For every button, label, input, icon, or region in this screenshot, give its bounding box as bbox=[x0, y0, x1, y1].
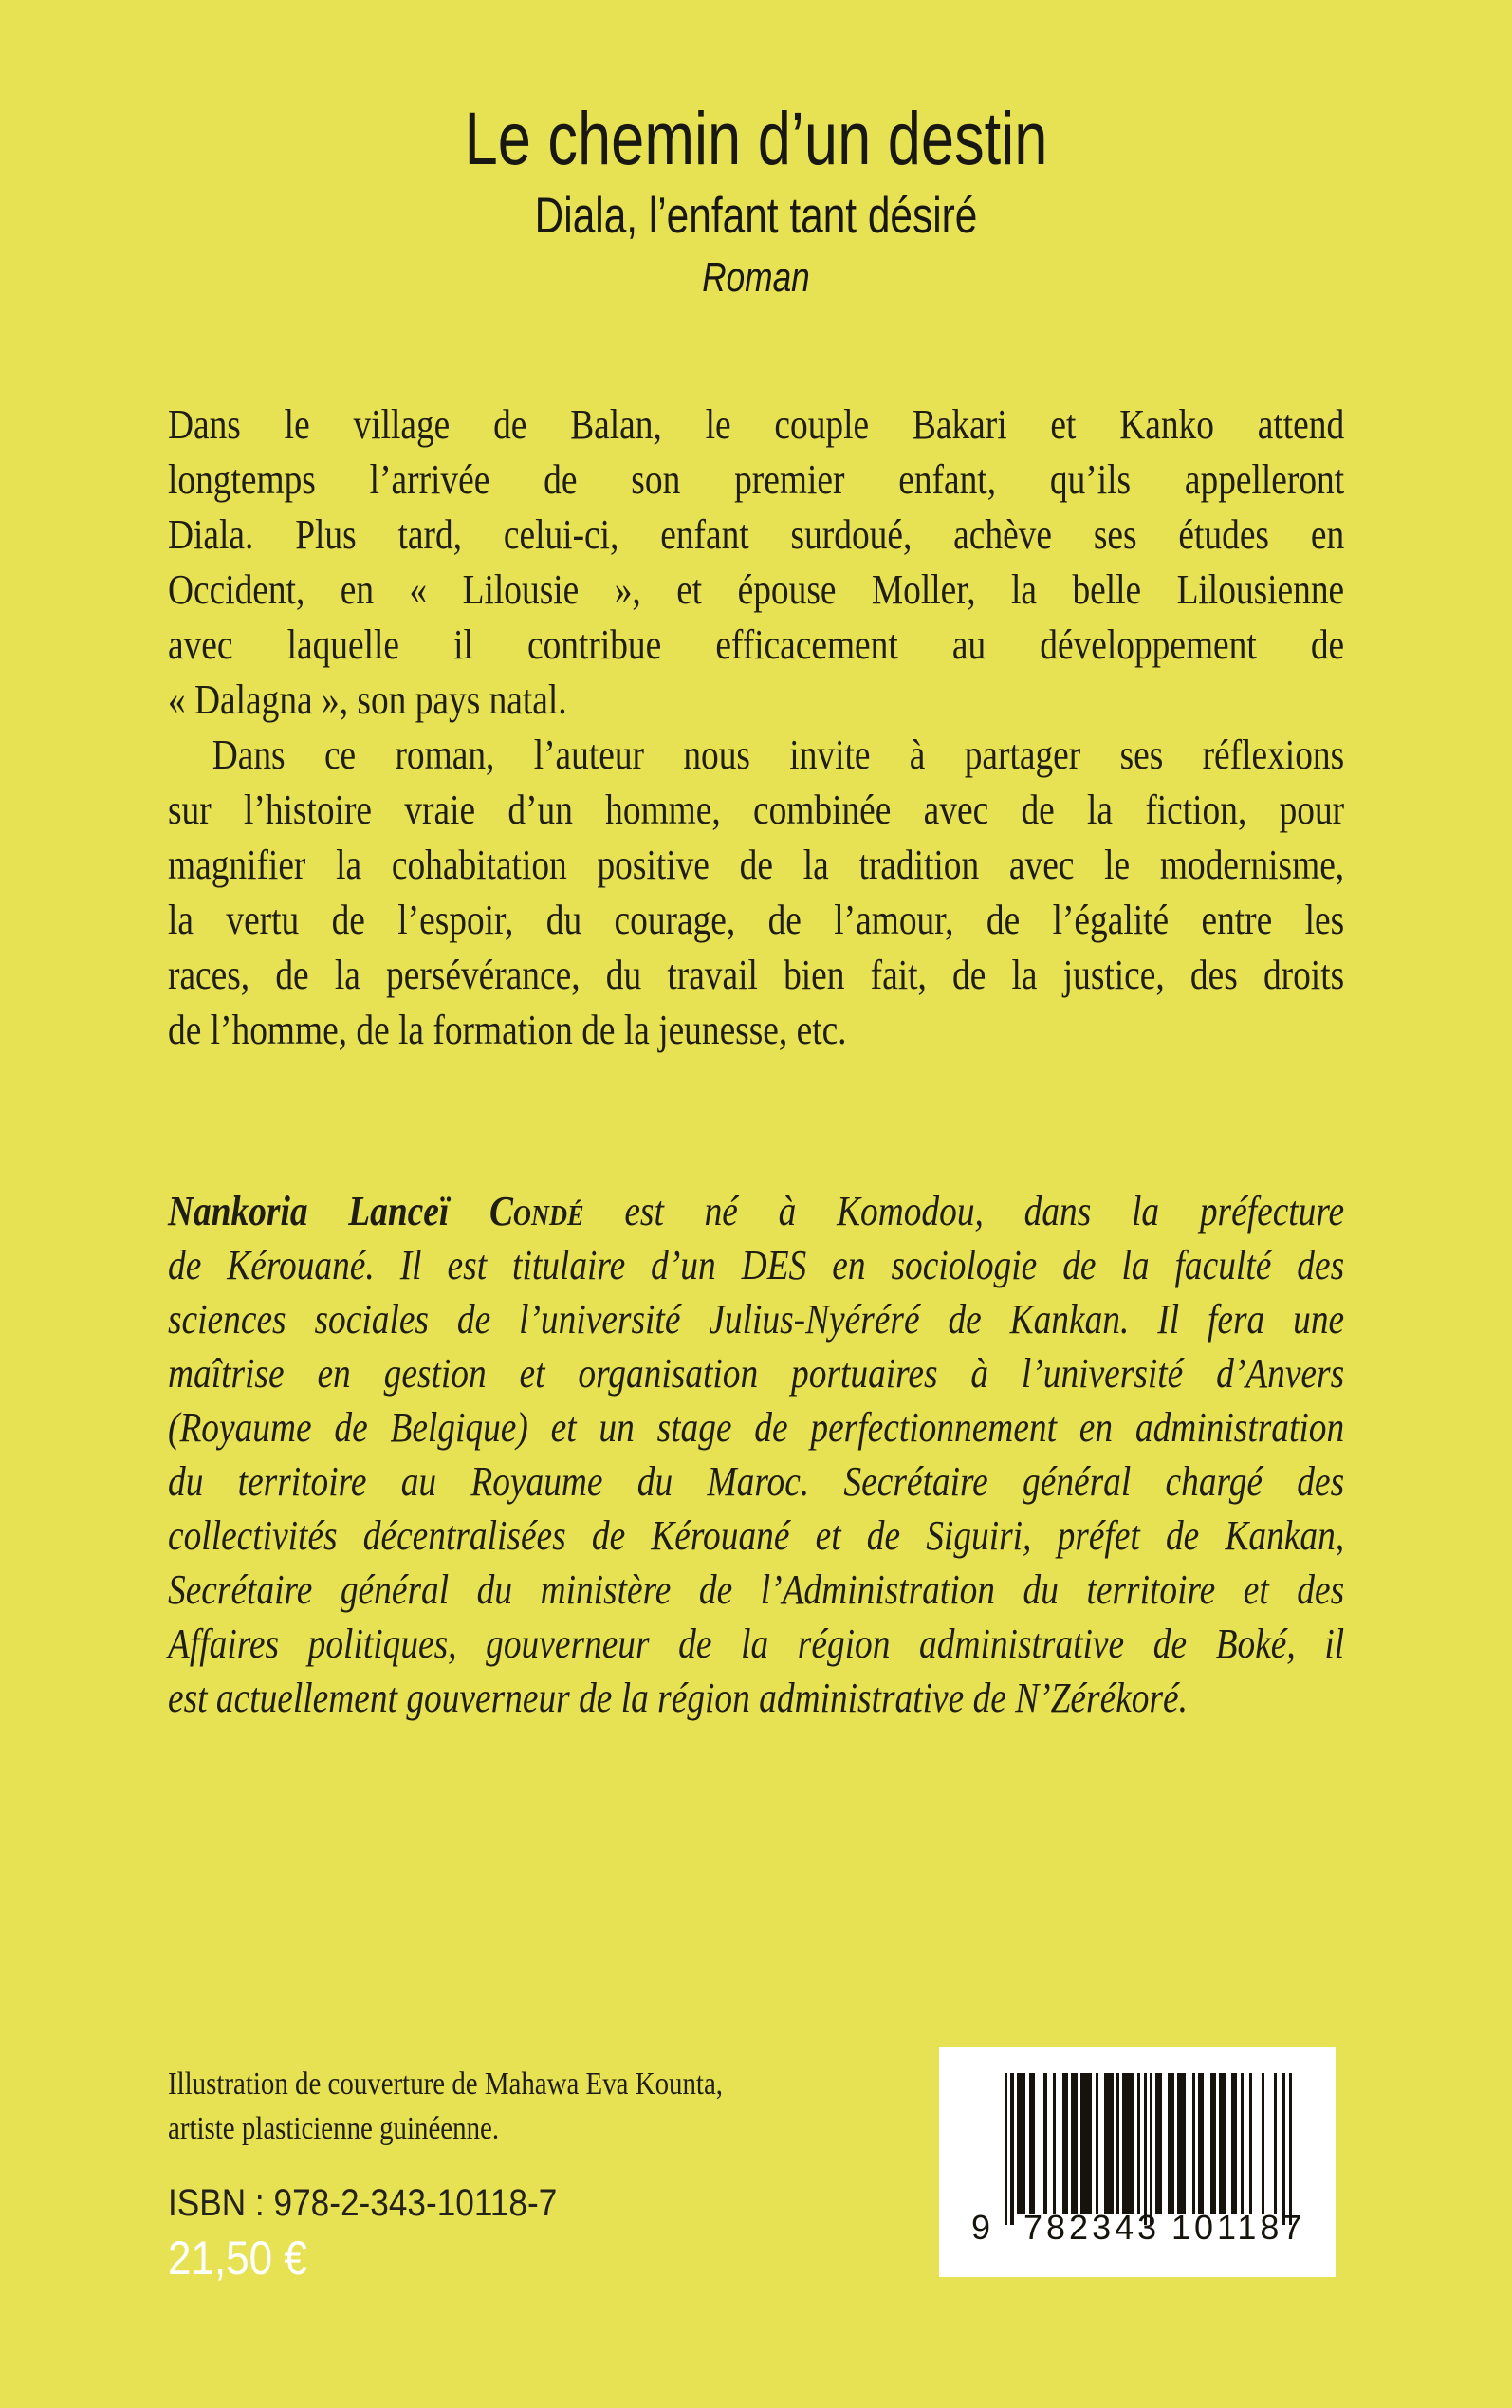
author-bio bbox=[168, 1184, 1344, 1725]
barcode-panel bbox=[939, 2047, 1336, 2277]
bio-line: Secrétaire général du ministère de l’Administration du territoire et des bbox=[168, 1566, 1345, 1613]
credit-line: Illustration de couverture de Mahawa Eva Kounta, bbox=[168, 2066, 724, 2102]
bio-line: Affaires politiques, gouverneur de la région administrative de Boké, il bbox=[168, 1621, 1345, 1667]
synopsis bbox=[168, 398, 1344, 1058]
bio-text: est né à Komodou, dans la préfecture bbox=[583, 1188, 1345, 1234]
barcode-digits-left: 782343 bbox=[1023, 2208, 1161, 2247]
title-block bbox=[151, 0, 1360, 342]
book-title: Le chemin d’un destin bbox=[464, 96, 1048, 180]
synopsis-line: la vertu de l’espoir, du courage, de l’amour, de l’égalité entre les bbox=[168, 897, 1345, 943]
author-name: Nankoria Lanceï bbox=[168, 1188, 489, 1234]
bio-line: collectivités décentralisées de Kérouané et de Siguiri, préfet de Kankan, bbox=[168, 1512, 1345, 1559]
price-label: 21,50 € bbox=[168, 2232, 307, 2285]
bio-line: de Kérouané. Il est titulaire d’un DES en sociologie de la faculté des bbox=[168, 1242, 1345, 1288]
synopsis-line: de l’homme, de la formation de la jeunesse, etc. bbox=[168, 1007, 847, 1053]
barcode-digit-first: 9 bbox=[971, 2208, 991, 2247]
isbn-label: ISBN : 978-2-343-10118-7 bbox=[168, 2182, 558, 2224]
illustration-credit bbox=[168, 2062, 974, 2151]
synopsis-line: Occident, en « Lilousie », et épouse Moller, la belle Lilousienne bbox=[168, 566, 1345, 613]
bio-line: du territoire au Royaume du Maroc. Secrétaire général chargé des bbox=[168, 1458, 1345, 1505]
bio-line: (Royaume de Belgique) et un stage de perfectionnement en administration bbox=[168, 1404, 1345, 1451]
bio-line: sciences sociales de l’université Julius-Nyéréré de Kankan. Il fera une bbox=[168, 1296, 1345, 1343]
bio-line bbox=[168, 1184, 1344, 1238]
synopsis-line: longtemps l’arrivée de son premier enfant, qu’ils appelleront bbox=[168, 456, 1345, 503]
synopsis-line: avec laquelle il contribue efficacement au développement de bbox=[168, 621, 1345, 668]
credit-line: artiste plasticienne guinéenne. bbox=[168, 2111, 500, 2146]
book-subtitle: Diala, l’enfant tant désiré bbox=[534, 188, 978, 244]
synopsis-line: sur l’histoire vraie d’un homme, combinée avec de la fiction, pour bbox=[168, 787, 1345, 833]
barcode-bar bbox=[1289, 2073, 1292, 2225]
bio-line: est actuellement gouverneur de la région administrative de N’Zérékoré. bbox=[168, 1675, 1188, 1721]
barcode-digits-right: 101187 bbox=[1171, 2208, 1306, 2247]
synopsis-line: « Dalagna », son pays natal. bbox=[168, 676, 567, 723]
barcode-bars bbox=[1005, 2073, 1292, 2225]
synopsis-line: races, de la persévérance, du travail bien fait, de la justice, des droits bbox=[168, 952, 1345, 998]
author-name: Condé bbox=[489, 1188, 584, 1234]
synopsis-line: magnifier la cohabitation positive de la tradition avec le modernisme, bbox=[168, 842, 1345, 888]
synopsis-line: Dans ce roman, l’auteur nous invite à partager ses réflexions bbox=[212, 732, 1345, 778]
genre-label: Roman bbox=[702, 254, 810, 301]
bio-line: maîtrise en gestion et organisation portuaires à l’université d’Anvers bbox=[168, 1350, 1345, 1397]
synopsis-line: Diala. Plus tard, celui-ci, enfant surdoué, achève ses études en bbox=[168, 511, 1345, 558]
synopsis-line: Dans le village de Balan, le couple Bakari et Kanko attend bbox=[168, 401, 1345, 448]
